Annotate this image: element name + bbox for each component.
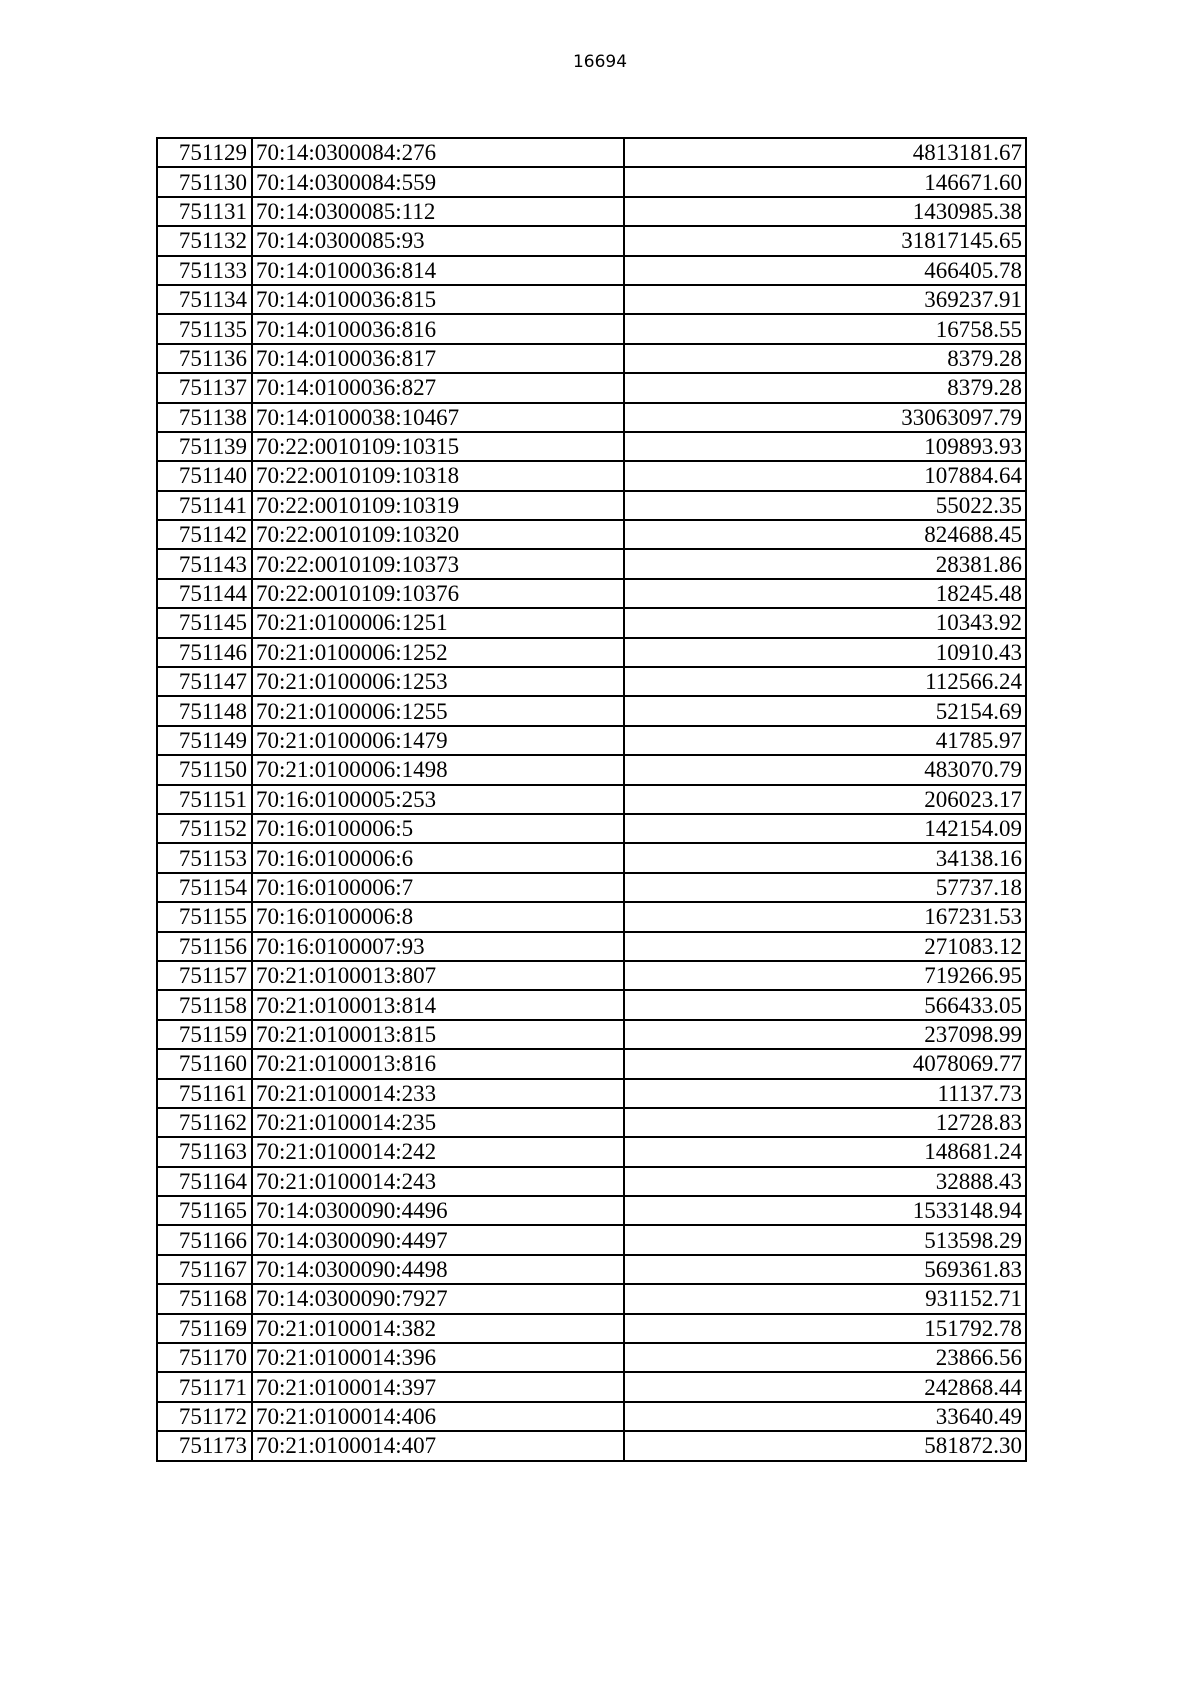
table-row [157, 1049, 1026, 1078]
value-cell: 34138.16 [624, 843, 1026, 872]
table-row [157, 1108, 1026, 1137]
value-cell: 112566.24 [624, 667, 1026, 696]
value-cell: 466405.78 [624, 256, 1026, 285]
row-number-cell: 751164 [157, 1167, 252, 1196]
row-number-cell: 751149 [157, 726, 252, 755]
table-row [157, 1020, 1026, 1049]
value-cell: 52154.69 [624, 696, 1026, 725]
table-row [157, 785, 1026, 814]
table-row [157, 696, 1026, 725]
cadastral-number-cell: 70:14:0300084:276 [252, 138, 624, 167]
row-number-cell: 751147 [157, 667, 252, 696]
table-row [157, 138, 1026, 167]
value-cell: 109893.93 [624, 432, 1026, 461]
row-number-cell: 751148 [157, 696, 252, 725]
cadastral-number-cell: 70:14:0300090:4498 [252, 1255, 624, 1284]
cadastral-number-cell: 70:21:0100006:1498 [252, 755, 624, 784]
table-row [157, 1255, 1026, 1284]
cadastral-number-cell: 70:14:0100036:815 [252, 285, 624, 314]
cadastral-number-cell: 70:16:0100006:7 [252, 873, 624, 902]
value-cell: 483070.79 [624, 755, 1026, 784]
value-cell: 569361.83 [624, 1255, 1026, 1284]
cadastral-number-cell: 70:21:0100006:1253 [252, 667, 624, 696]
page-number: 16694 [572, 52, 628, 72]
value-cell: 33640.49 [624, 1402, 1026, 1431]
value-cell: 33063097.79 [624, 403, 1026, 432]
table-row [157, 167, 1026, 196]
cadastral-number-cell: 70:21:0100014:382 [252, 1314, 624, 1343]
value-cell: 28381.86 [624, 549, 1026, 578]
value-cell: 11137.73 [624, 1079, 1026, 1108]
table-row [157, 1137, 1026, 1166]
table-row [157, 491, 1026, 520]
value-cell: 142154.09 [624, 814, 1026, 843]
row-number-cell: 751168 [157, 1284, 252, 1313]
cadastral-number-cell: 70:16:0100006:8 [252, 902, 624, 931]
row-number-cell: 751155 [157, 902, 252, 931]
cadastral-number-cell: 70:21:0100006:1255 [252, 696, 624, 725]
value-cell: 31817145.65 [624, 226, 1026, 255]
row-number-cell: 751153 [157, 843, 252, 872]
table-row [157, 1196, 1026, 1225]
table-row [157, 990, 1026, 1019]
value-cell: 369237.91 [624, 285, 1026, 314]
cadastral-number-cell: 70:16:0100006:6 [252, 843, 624, 872]
cadastral-number-cell: 70:21:0100014:233 [252, 1079, 624, 1108]
value-cell: 10910.43 [624, 638, 1026, 667]
value-cell: 41785.97 [624, 726, 1026, 755]
value-cell: 271083.12 [624, 932, 1026, 961]
cadastral-number-cell: 70:14:0300084:559 [252, 167, 624, 196]
value-cell: 167231.53 [624, 902, 1026, 931]
table-row [157, 285, 1026, 314]
value-cell: 4078069.77 [624, 1049, 1026, 1078]
row-number-cell: 751151 [157, 785, 252, 814]
row-number-cell: 751138 [157, 403, 252, 432]
table-row [157, 1167, 1026, 1196]
row-number-cell: 751171 [157, 1372, 252, 1401]
value-cell: 8379.28 [624, 344, 1026, 373]
table-row [157, 197, 1026, 226]
value-cell: 824688.45 [624, 520, 1026, 549]
cadastral-value-table [156, 137, 1027, 1462]
row-number-cell: 751172 [157, 1402, 252, 1431]
value-cell: 4813181.67 [624, 138, 1026, 167]
value-cell: 1430985.38 [624, 197, 1026, 226]
cadastral-number-cell: 70:16:0100005:253 [252, 785, 624, 814]
value-cell: 242868.44 [624, 1372, 1026, 1401]
row-number-cell: 751132 [157, 226, 252, 255]
value-cell: 23866.56 [624, 1343, 1026, 1372]
value-cell: 566433.05 [624, 990, 1026, 1019]
value-cell: 513598.29 [624, 1225, 1026, 1254]
cadastral-number-cell: 70:21:0100006:1251 [252, 608, 624, 637]
table-row [157, 1225, 1026, 1254]
value-cell: 931152.71 [624, 1284, 1026, 1313]
row-number-cell: 751136 [157, 344, 252, 373]
row-number-cell: 751140 [157, 461, 252, 490]
cadastral-number-cell: 70:21:0100006:1252 [252, 638, 624, 667]
cadastral-number-cell: 70:22:0010109:10315 [252, 432, 624, 461]
value-cell: 12728.83 [624, 1108, 1026, 1137]
table-row [157, 579, 1026, 608]
cadastral-number-cell: 70:21:0100014:407 [252, 1431, 624, 1460]
cadastral-number-cell: 70:21:0100013:816 [252, 1049, 624, 1078]
value-cell: 32888.43 [624, 1167, 1026, 1196]
row-number-cell: 751143 [157, 549, 252, 578]
cadastral-number-cell: 70:14:0300085:112 [252, 197, 624, 226]
value-cell: 57737.18 [624, 873, 1026, 902]
value-cell: 151792.78 [624, 1314, 1026, 1343]
value-cell: 148681.24 [624, 1137, 1026, 1166]
table-row [157, 373, 1026, 402]
cadastral-number-cell: 70:21:0100014:406 [252, 1402, 624, 1431]
table-row [157, 902, 1026, 931]
value-cell: 10343.92 [624, 608, 1026, 637]
value-cell: 237098.99 [624, 1020, 1026, 1049]
cadastral-number-cell: 70:14:0100036:817 [252, 344, 624, 373]
row-number-cell: 751130 [157, 167, 252, 196]
cadastral-number-cell: 70:22:0010109:10373 [252, 549, 624, 578]
row-number-cell: 751163 [157, 1137, 252, 1166]
table-body [157, 138, 1026, 1461]
row-number-cell: 751135 [157, 314, 252, 343]
cadastral-number-cell: 70:14:0300085:93 [252, 226, 624, 255]
cadastral-number-cell: 70:14:0100036:814 [252, 256, 624, 285]
cadastral-number-cell: 70:22:0010109:10320 [252, 520, 624, 549]
row-number-cell: 751152 [157, 814, 252, 843]
table-row [157, 1284, 1026, 1313]
row-number-cell: 751159 [157, 1020, 252, 1049]
cadastral-number-cell: 70:21:0100014:396 [252, 1343, 624, 1372]
table-row [157, 461, 1026, 490]
value-cell: 719266.95 [624, 961, 1026, 990]
row-number-cell: 751144 [157, 579, 252, 608]
cadastral-number-cell: 70:14:0300090:4497 [252, 1225, 624, 1254]
row-number-cell: 751146 [157, 638, 252, 667]
table-row [157, 843, 1026, 872]
row-number-cell: 751142 [157, 520, 252, 549]
table-row [157, 549, 1026, 578]
table-row [157, 344, 1026, 373]
table-row [157, 932, 1026, 961]
value-cell: 107884.64 [624, 461, 1026, 490]
cadastral-number-cell: 70:21:0100006:1479 [252, 726, 624, 755]
cadastral-number-cell: 70:21:0100014:242 [252, 1137, 624, 1166]
cadastral-number-cell: 70:21:0100014:243 [252, 1167, 624, 1196]
row-number-cell: 751173 [157, 1431, 252, 1460]
table-row [157, 314, 1026, 343]
cadastral-number-cell: 70:14:0300090:7927 [252, 1284, 624, 1313]
table-row [157, 1402, 1026, 1431]
value-cell: 206023.17 [624, 785, 1026, 814]
row-number-cell: 751150 [157, 755, 252, 784]
row-number-cell: 751131 [157, 197, 252, 226]
value-cell: 18245.48 [624, 579, 1026, 608]
cadastral-number-cell: 70:22:0010109:10376 [252, 579, 624, 608]
cadastral-number-cell: 70:16:0100006:5 [252, 814, 624, 843]
row-number-cell: 751157 [157, 961, 252, 990]
table-row [157, 1314, 1026, 1343]
value-cell: 581872.30 [624, 1431, 1026, 1460]
table-row [157, 226, 1026, 255]
cadastral-number-cell: 70:14:0100036:827 [252, 373, 624, 402]
row-number-cell: 751139 [157, 432, 252, 461]
row-number-cell: 751129 [157, 138, 252, 167]
row-number-cell: 751167 [157, 1255, 252, 1284]
row-number-cell: 751133 [157, 256, 252, 285]
row-number-cell: 751166 [157, 1225, 252, 1254]
table-row [157, 726, 1026, 755]
row-number-cell: 751160 [157, 1049, 252, 1078]
table-row [157, 608, 1026, 637]
cadastral-number-cell: 70:22:0010109:10319 [252, 491, 624, 520]
row-number-cell: 751158 [157, 990, 252, 1019]
value-cell: 16758.55 [624, 314, 1026, 343]
row-number-cell: 751162 [157, 1108, 252, 1137]
row-number-cell: 751137 [157, 373, 252, 402]
value-cell: 8379.28 [624, 373, 1026, 402]
cadastral-number-cell: 70:21:0100013:814 [252, 990, 624, 1019]
cadastral-number-cell: 70:21:0100014:397 [252, 1372, 624, 1401]
row-number-cell: 751169 [157, 1314, 252, 1343]
row-number-cell: 751161 [157, 1079, 252, 1108]
table-row [157, 873, 1026, 902]
table-row [157, 638, 1026, 667]
table-row [157, 667, 1026, 696]
row-number-cell: 751154 [157, 873, 252, 902]
row-number-cell: 751145 [157, 608, 252, 637]
row-number-cell: 751134 [157, 285, 252, 314]
cadastral-number-cell: 70:14:0100038:10467 [252, 403, 624, 432]
table-row [157, 1079, 1026, 1108]
row-number-cell: 751170 [157, 1343, 252, 1372]
value-cell: 55022.35 [624, 491, 1026, 520]
row-number-cell: 751141 [157, 491, 252, 520]
table-row [157, 1343, 1026, 1372]
value-cell: 1533148.94 [624, 1196, 1026, 1225]
cadastral-number-cell: 70:16:0100007:93 [252, 932, 624, 961]
row-number-cell: 751156 [157, 932, 252, 961]
table-row [157, 961, 1026, 990]
table-row [157, 432, 1026, 461]
value-cell: 146671.60 [624, 167, 1026, 196]
table-row [157, 403, 1026, 432]
table-row [157, 814, 1026, 843]
table-row [157, 520, 1026, 549]
cadastral-number-cell: 70:14:0100036:816 [252, 314, 624, 343]
table-row [157, 1372, 1026, 1401]
table-row [157, 256, 1026, 285]
table-row [157, 755, 1026, 784]
cadastral-number-cell: 70:22:0010109:10318 [252, 461, 624, 490]
cadastral-number-cell: 70:21:0100013:815 [252, 1020, 624, 1049]
cadastral-number-cell: 70:21:0100013:807 [252, 961, 624, 990]
table-row [157, 1431, 1026, 1460]
row-number-cell: 751165 [157, 1196, 252, 1225]
cadastral-number-cell: 70:14:0300090:4496 [252, 1196, 624, 1225]
cadastral-number-cell: 70:21:0100014:235 [252, 1108, 624, 1137]
